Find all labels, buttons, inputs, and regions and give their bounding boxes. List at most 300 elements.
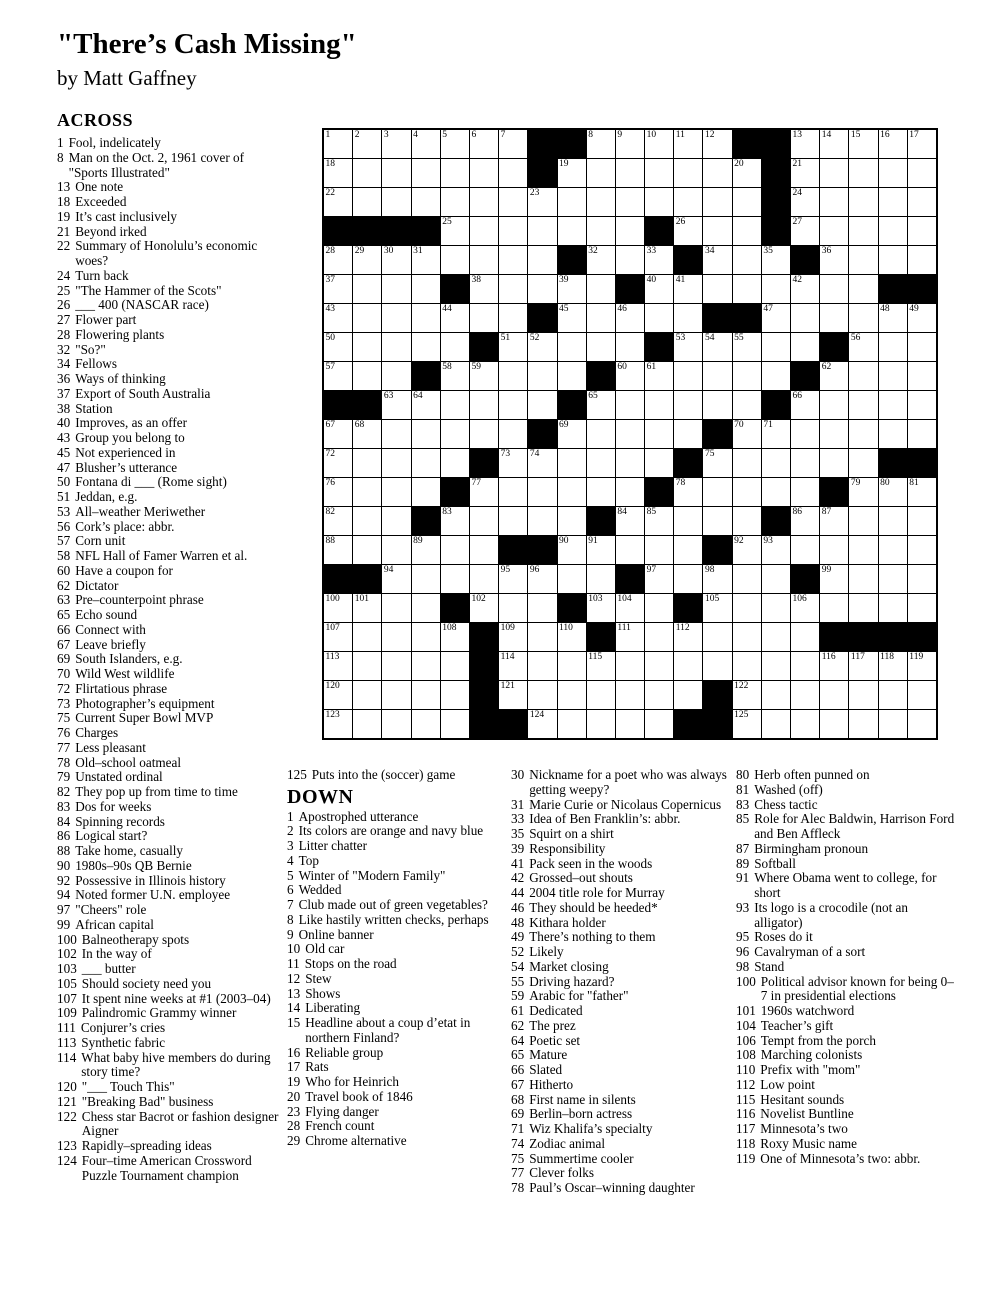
grid-cell [499, 130, 527, 158]
grid-cell [820, 449, 848, 477]
clue-number: 106 [736, 1032, 756, 1048]
grid-cell-number: 31 [413, 246, 423, 256]
clue-item [736, 768, 959, 783]
grid-cell-number: 118 [880, 652, 895, 662]
grid-cell [849, 217, 877, 245]
grid-cell-black [528, 304, 556, 332]
clue-text: One note [75, 179, 124, 195]
clue-number: 107 [57, 990, 77, 1006]
grid-cell [412, 449, 440, 477]
grid-cell [674, 478, 702, 506]
grid-cell [382, 478, 410, 506]
grid-cell-black [412, 362, 440, 390]
grid-cell [382, 333, 410, 361]
grid-cell-number: 13 [792, 130, 803, 140]
grid-cell-number: 59 [471, 362, 481, 372]
clue-number: 92 [57, 872, 71, 888]
grid-cell [879, 536, 907, 564]
grid-cell [908, 681, 936, 709]
down-clues-column-1 [287, 768, 503, 1149]
grid-cell [587, 217, 615, 245]
clue-number: 26 [57, 297, 71, 313]
grid-cell [412, 304, 440, 332]
grid-cell-black [703, 536, 731, 564]
grid-cell-black [703, 710, 731, 738]
clue-text: Chess star Bacrot or fashion designer Aigner [81, 1108, 279, 1139]
clue-text: "___ Touch This" [81, 1079, 175, 1094]
clue-number: 28 [287, 1118, 301, 1134]
clue-text: Minnesota’s two [760, 1121, 848, 1136]
grid-cell-number: 2 [354, 130, 360, 140]
clue-item [57, 800, 283, 815]
clue-number: 102 [57, 946, 77, 962]
clue-number: 50 [57, 474, 71, 490]
grid-cell [528, 652, 556, 680]
grid-cell [703, 594, 731, 622]
clue-number: 77 [57, 739, 71, 755]
clue-text: Synthetic fabric [81, 1034, 166, 1050]
grid-cell [879, 304, 907, 332]
grid-cell-number: 105 [704, 594, 720, 604]
clue-text: Puts into the (soccer) game [311, 767, 456, 782]
clue-text: "So?" [75, 341, 106, 357]
clue-text: Apostrophed utterance [298, 808, 419, 824]
grid-cell-black [762, 188, 790, 216]
grid-cell-black [762, 391, 790, 419]
clue-text: Zodiac animal [529, 1135, 605, 1151]
grid-cell [908, 159, 936, 187]
grid-cell [820, 188, 848, 216]
grid-cell [791, 710, 819, 738]
grid-cell [820, 130, 848, 158]
grid-cell [791, 623, 819, 651]
clue-number: 44 [511, 885, 525, 900]
clue-item [736, 975, 959, 1005]
clue-number: 66 [57, 621, 71, 637]
grid-cell [820, 362, 848, 390]
grid-cell [645, 420, 673, 448]
grid-cell-black [908, 275, 936, 303]
grid-cell-number: 41 [675, 275, 686, 285]
clue-item [57, 962, 283, 977]
grid-cell-black [470, 710, 498, 738]
clue-number: 100 [736, 973, 756, 989]
grid-cell [908, 594, 936, 622]
grid-cell [674, 536, 702, 564]
grid-cell [616, 652, 644, 680]
grid-cell-number: 15 [850, 130, 861, 140]
grid-cell [587, 275, 615, 303]
clue-text: Rats [305, 1059, 329, 1075]
grid-cell [733, 507, 761, 535]
grid-cell [733, 536, 761, 564]
grid-cell-number: 1 [325, 130, 331, 140]
clue-number: 14 [287, 1000, 301, 1016]
clue-number: 76 [57, 725, 71, 740]
clue-item [57, 667, 283, 682]
grid-cell [762, 594, 790, 622]
grid-cell-number: 29 [354, 246, 365, 256]
clue-number: 30 [511, 767, 525, 782]
grid-cell [499, 623, 527, 651]
grid-cell [645, 594, 673, 622]
grid-cell [470, 565, 498, 593]
grid-cell [353, 478, 381, 506]
grid-cell [645, 652, 673, 680]
grid-cell [733, 333, 761, 361]
clue-number: 104 [736, 1017, 756, 1033]
clue-item [511, 1107, 731, 1122]
grid-cell-number: 7 [500, 130, 506, 140]
grid-cell [820, 275, 848, 303]
grid-cell [703, 565, 731, 593]
grid-cell [499, 478, 527, 506]
clue-item [511, 1137, 731, 1152]
down-clues-group-a [287, 810, 503, 1149]
grid-cell [616, 362, 644, 390]
clue-number: 1 [287, 808, 294, 824]
clue-item [736, 798, 959, 813]
clue-item [511, 1078, 731, 1093]
clue-item [287, 1016, 503, 1046]
grid-cell [849, 420, 877, 448]
clue-text: Stops on the road [304, 956, 397, 971]
grid-cell-number: 43 [325, 304, 335, 314]
grid-cell [645, 362, 673, 390]
clue-item [57, 1006, 283, 1021]
grid-cell-number: 53 [675, 333, 686, 343]
clue-item [57, 638, 283, 653]
clue-item [736, 783, 959, 798]
grid-cell [499, 159, 527, 187]
grid-cell-black [441, 594, 469, 622]
grid-cell-number: 37 [325, 275, 335, 285]
clue-number: 60 [57, 562, 71, 578]
grid-cell-black [645, 333, 673, 361]
clue-item [57, 903, 283, 918]
grid-cell [762, 420, 790, 448]
grid-cell-number: 78 [675, 478, 686, 488]
grid-cell-black [499, 710, 527, 738]
clue-text: Where Obama went to college, for short [754, 870, 937, 900]
grid-cell [820, 681, 848, 709]
clue-number: 73 [57, 695, 71, 711]
grid-cell [587, 478, 615, 506]
clue-number: 68 [511, 1091, 525, 1107]
clue-number: 43 [57, 430, 71, 445]
grid-cell [820, 507, 848, 535]
clue-item [287, 1090, 503, 1105]
clue-number: 116 [736, 1106, 756, 1122]
grid-cell [382, 130, 410, 158]
grid-cell-number: 64 [413, 391, 423, 401]
clue-text: Old car [305, 941, 345, 957]
grid-cell [587, 188, 615, 216]
grid-cell [908, 130, 936, 158]
grid-cell [820, 391, 848, 419]
grid-cell [703, 623, 731, 651]
grid-cell-number: 51 [500, 333, 511, 343]
clue-text: Hesitant sounds [760, 1091, 845, 1107]
grid-cell [616, 304, 644, 332]
grid-cell-number: 93 [763, 536, 773, 546]
grid-cell [616, 217, 644, 245]
grid-cell [499, 188, 527, 216]
clue-number: 48 [511, 914, 525, 930]
grid-cell [382, 681, 410, 709]
grid-cell [441, 188, 469, 216]
grid-cell [528, 275, 556, 303]
grid-cell [353, 536, 381, 564]
clue-number: 114 [57, 1049, 77, 1065]
clue-text: Squirt on a shirt [529, 826, 614, 841]
clue-number: 96 [736, 944, 750, 959]
clue-item [57, 446, 283, 461]
grid-cell-black [674, 449, 702, 477]
clue-text: "Breaking Bad" business [81, 1093, 214, 1109]
grid-cell-black [762, 507, 790, 535]
grid-cell [879, 478, 907, 506]
grid-cell [499, 391, 527, 419]
grid-cell [324, 159, 352, 187]
grid-cell-number: 87 [821, 507, 832, 517]
grid-cell [324, 507, 352, 535]
grid-cell [382, 188, 410, 216]
grid-cell [645, 449, 673, 477]
clue-text: Poetic set [529, 1032, 581, 1048]
clue-text: Fontana di ___ (Rome sight) [75, 474, 227, 490]
clue-text: The prez [529, 1017, 576, 1033]
clue-text: Slated [529, 1062, 563, 1077]
clue-item [287, 1134, 503, 1149]
grid-cell-black [908, 449, 936, 477]
clue-text: Berlin–born actress [529, 1106, 633, 1122]
clue-number: 16 [287, 1044, 301, 1060]
clue-text: Top [298, 852, 319, 868]
clue-item [736, 960, 959, 975]
grid-cell [733, 362, 761, 390]
clue-number: 55 [511, 973, 525, 989]
clue-item [57, 402, 283, 417]
clue-text: Jeddan, e.g. [75, 489, 138, 504]
grid-cell-number: 107 [325, 623, 340, 633]
grid-cell [820, 420, 848, 448]
grid-cell [470, 391, 498, 419]
clue-item [287, 987, 503, 1002]
clue-text: Mature [529, 1047, 568, 1063]
grid-cell [558, 565, 586, 593]
clue-text: Likely [529, 944, 564, 959]
clue-number: 56 [57, 518, 71, 534]
clue-number: 121 [57, 1093, 77, 1109]
grid-cell [587, 536, 615, 564]
grid-cell-black [879, 623, 907, 651]
grid-cell-black [820, 478, 848, 506]
grid-cell-number: 27 [792, 217, 803, 227]
grid-cell [441, 536, 469, 564]
clue-number: 59 [511, 988, 525, 1004]
grid-cell-number: 117 [850, 652, 865, 662]
clue-text: French count [305, 1118, 375, 1134]
clue-text: Blusher’s utterance [75, 459, 178, 475]
grid-cell [353, 623, 381, 651]
clue-text: Current Super Bowl MVP [75, 710, 214, 726]
grid-cell-number: 42 [792, 275, 803, 285]
clue-number: 103 [57, 961, 77, 976]
grid-cell [441, 652, 469, 680]
clue-text: Dictator [75, 577, 119, 593]
clue-text: Marching colonists [760, 1047, 863, 1063]
clue-number: 13 [57, 179, 71, 195]
clue-text: Should society need you [81, 975, 212, 991]
clue-text: Nickname for a poet who was always getting weepy? [529, 767, 727, 797]
grid-cell-number: 84 [617, 507, 627, 517]
grid-cell [528, 565, 556, 593]
clue-item [736, 901, 959, 931]
clue-text: Clever folks [529, 1165, 595, 1181]
grid-cell [499, 275, 527, 303]
grid-cell [645, 275, 673, 303]
grid-cell-number: 115 [588, 652, 603, 662]
grid-cell [324, 478, 352, 506]
grid-cell [616, 333, 644, 361]
clue-text: Pre–counterpoint phrase [75, 592, 204, 608]
clue-item [57, 682, 283, 697]
clue-text: Cork’s place: abbr. [75, 518, 175, 534]
grid-cell [499, 507, 527, 535]
clue-number: 45 [57, 444, 71, 460]
clue-item [511, 1181, 731, 1196]
clue-item [57, 829, 283, 844]
grid-cell-black [645, 217, 673, 245]
clue-item [736, 1034, 959, 1049]
clue-item [57, 343, 283, 358]
clue-text: Winter of "Modern Family" [298, 867, 446, 883]
clue-item [736, 1122, 959, 1137]
clue-text: Hitherto [529, 1076, 574, 1092]
grid-cell-black [587, 507, 615, 535]
grid-cell [470, 362, 498, 390]
clue-number: 61 [511, 1003, 525, 1018]
clue-number: 22 [57, 238, 71, 254]
clue-number: 69 [57, 651, 71, 667]
clue-item [57, 608, 283, 623]
clue-number: 88 [57, 843, 71, 858]
grid-cell-number: 54 [704, 333, 715, 343]
grid-cell-black [528, 159, 556, 187]
grid-cell [324, 449, 352, 477]
grid-cell [908, 478, 936, 506]
grid-cell-number: 70 [734, 420, 744, 430]
grid-cell-number: 124 [529, 710, 545, 720]
grid-cell-number: 16 [880, 130, 890, 140]
clue-text: There’s nothing to them [529, 929, 656, 945]
grid-cell [412, 275, 440, 303]
clue-text: One of Minnesota’s two: abbr. [760, 1150, 921, 1166]
clue-item [57, 269, 283, 284]
grid-cell-number: 60 [617, 362, 627, 372]
clue-text: They pop up from time to time [75, 784, 238, 799]
clue-number: 110 [736, 1062, 756, 1077]
grid-cell [703, 275, 731, 303]
clue-number: 81 [736, 781, 750, 797]
clue-item [511, 1019, 731, 1034]
clue-number: 72 [57, 680, 71, 696]
clue-text: Responsibility [529, 840, 606, 856]
grid-cell [558, 362, 586, 390]
clue-item [57, 726, 283, 741]
clue-number: 109 [57, 1005, 77, 1021]
grid-cell [616, 391, 644, 419]
grid-cell [528, 188, 556, 216]
clue-text: Tempt from the porch [760, 1032, 876, 1048]
grid-cell-black [528, 130, 556, 158]
clue-text: Exceeded [75, 194, 127, 209]
grid-cell-number: 10 [646, 130, 657, 140]
grid-cell [587, 333, 615, 361]
grid-cell [879, 681, 907, 709]
grid-cell [587, 449, 615, 477]
grid-cell [470, 304, 498, 332]
grid-cell-black [703, 420, 731, 448]
clue-text: Palindromic Grammy winner [81, 1005, 237, 1021]
clue-item [736, 945, 959, 960]
clue-number: 66 [511, 1062, 525, 1077]
grid-cell [412, 159, 440, 187]
grid-cell-number: 3 [383, 130, 389, 140]
grid-cell [820, 652, 848, 680]
grid-cell [587, 594, 615, 622]
grid-cell-number: 65 [588, 391, 598, 401]
clue-number: 28 [57, 326, 71, 342]
grid-cell [528, 391, 556, 419]
grid-cell [703, 507, 731, 535]
clue-text: Market closing [529, 958, 609, 974]
clue-item [736, 1048, 959, 1063]
grid-cell-number: 83 [442, 507, 452, 517]
clue-number: 1 [57, 135, 64, 150]
grid-cell-number: 71 [763, 420, 773, 430]
grid-cell [382, 536, 410, 564]
grid-cell-number: 80 [880, 478, 890, 488]
clue-number: 115 [736, 1091, 756, 1107]
grid-cell-number: 96 [529, 565, 540, 575]
clue-text: Wiz Khalifa’s specialty [529, 1121, 653, 1136]
grid-cell [616, 710, 644, 738]
grid-cell [879, 420, 907, 448]
grid-cell [441, 130, 469, 158]
clue-number: 32 [57, 341, 71, 357]
grid-cell [674, 188, 702, 216]
grid-cell-number: 79 [850, 478, 861, 488]
grid-cell [441, 362, 469, 390]
grid-cell [412, 710, 440, 738]
clue-text: Club made out of green vegetables? [298, 897, 488, 912]
clue-number: 2 [287, 823, 294, 839]
clue-text: Ways of thinking [75, 371, 166, 386]
grid-cell-number: 88 [325, 536, 335, 546]
grid-cell-number: 25 [442, 217, 452, 227]
clue-number: 94 [57, 887, 71, 903]
grid-cell [645, 623, 673, 651]
clue-number: 78 [511, 1180, 525, 1195]
clue-item [511, 901, 731, 916]
grid-cell [703, 449, 731, 477]
grid-cell [733, 710, 761, 738]
clue-text: Spinning records [75, 813, 165, 829]
clue-number: 19 [287, 1074, 301, 1089]
clue-number: 11 [287, 956, 300, 971]
